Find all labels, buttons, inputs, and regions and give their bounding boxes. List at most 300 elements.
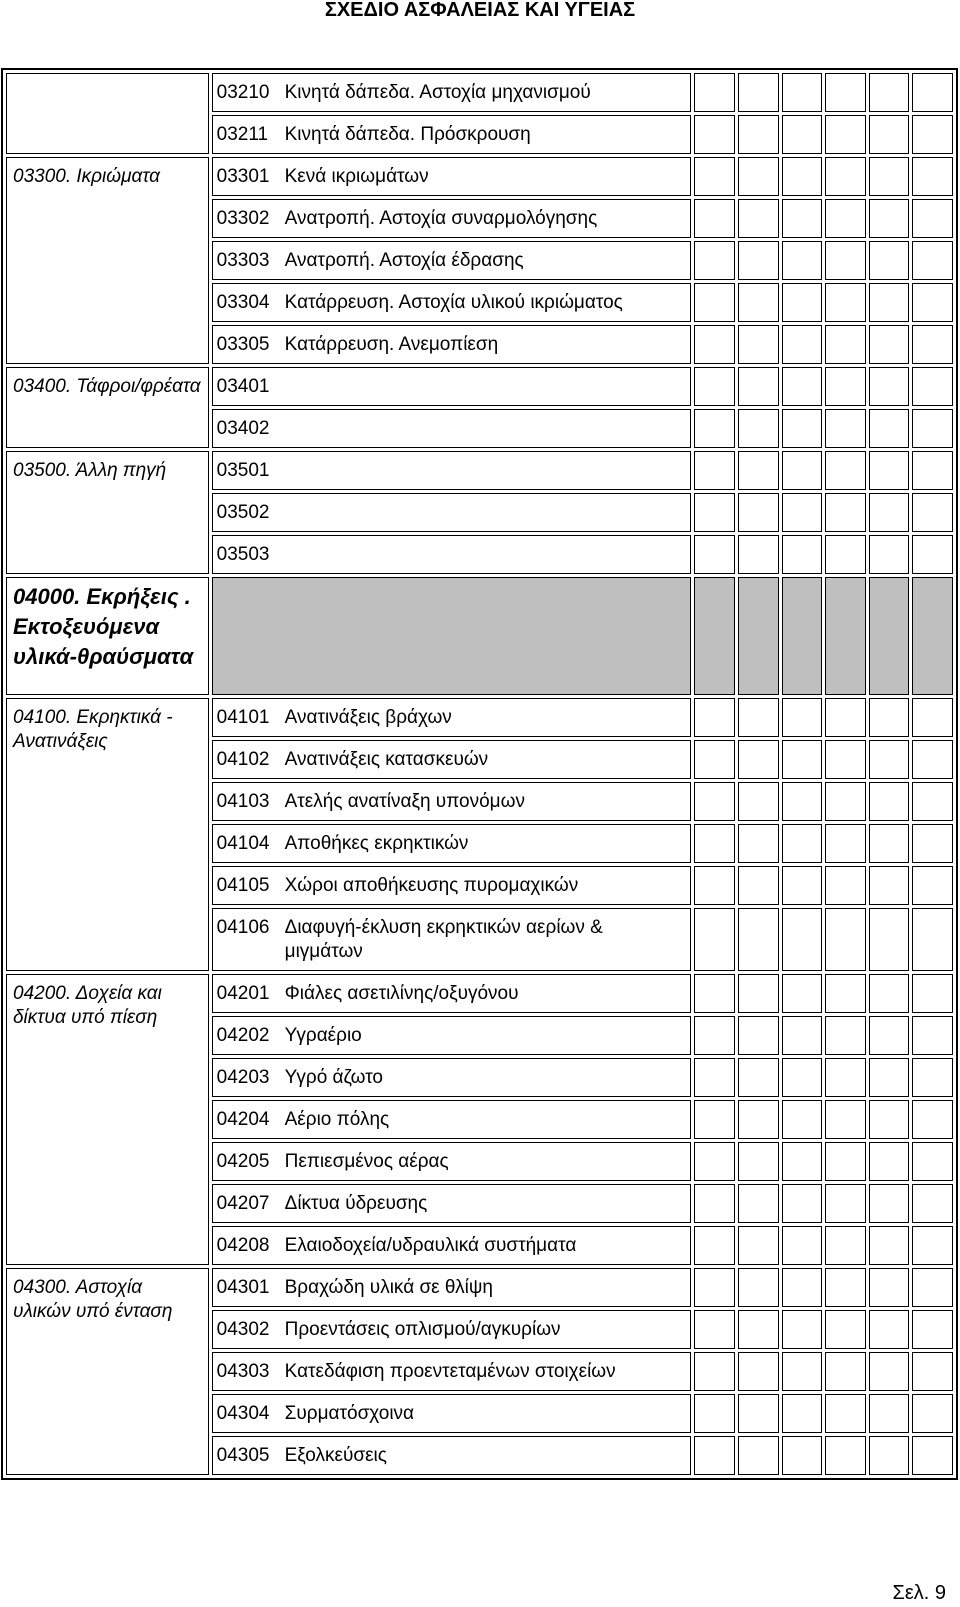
hazard-description: Ατελής ανατίναξη υπονόμων	[284, 791, 525, 812]
mark-cell	[694, 535, 736, 574]
hazard-description: Υγραέριο	[284, 1025, 362, 1046]
mark-cell	[912, 241, 953, 280]
mark-cell	[825, 409, 866, 448]
mark-cell	[869, 698, 910, 737]
category-cell	[6, 577, 209, 695]
mark-cell	[738, 1310, 779, 1349]
hazard-cell	[212, 698, 691, 737]
mark-cell	[694, 908, 736, 971]
table-row	[6, 451, 953, 490]
mark-cell	[825, 1100, 866, 1139]
mark-cell	[912, 1100, 953, 1139]
hazard-code: 04304	[216, 1403, 270, 1424]
mark-cell	[869, 740, 910, 779]
mark-cell	[912, 1352, 953, 1391]
mark-cell	[782, 740, 823, 779]
mark-cell	[825, 1226, 866, 1265]
hazard-description: Αέριο πόλης	[284, 1109, 390, 1130]
hazard-description: Κατεδάφιση προεντεταμένων στοιχείων	[284, 1361, 616, 1382]
hazard-code: 03502	[216, 502, 270, 523]
mark-cell	[738, 1016, 779, 1055]
hazard-code: 04101	[216, 707, 270, 728]
category-cell	[6, 451, 209, 574]
hazard-cell	[212, 283, 691, 322]
category-cell	[6, 698, 209, 971]
mark-cell	[782, 451, 823, 490]
mark-cell	[869, 577, 910, 695]
hazard-code: 03503	[216, 544, 270, 565]
mark-cell	[912, 283, 953, 322]
mark-cell	[912, 1016, 953, 1055]
mark-cell	[869, 1394, 910, 1433]
mark-cell	[869, 283, 910, 322]
hazard-cell	[212, 115, 691, 154]
hazard-description: Φιάλες ασετιλίνης/οξυγόνου	[284, 983, 519, 1004]
mark-cell	[782, 157, 823, 196]
mark-cell	[825, 1184, 866, 1223]
mark-cell	[825, 1310, 866, 1349]
mark-cell	[869, 1436, 910, 1475]
hazard-code: 04102	[216, 749, 270, 770]
mark-cell	[782, 1268, 823, 1307]
mark-cell	[694, 409, 736, 448]
mark-cell	[738, 1058, 779, 1097]
category-cell	[6, 73, 209, 154]
mark-cell	[782, 493, 823, 532]
mark-cell	[782, 698, 823, 737]
hazard-code: 04201	[216, 983, 270, 1004]
mark-cell	[869, 866, 910, 905]
mark-cell	[738, 409, 779, 448]
mark-cell	[825, 577, 866, 695]
mark-cell	[869, 1226, 910, 1265]
hazard-description	[285, 501, 686, 525]
hazard-cell	[212, 824, 691, 863]
mark-cell	[912, 1142, 953, 1181]
hazard-description: Συρματόσχοινα	[284, 1403, 415, 1424]
mark-cell	[694, 1058, 736, 1097]
mark-cell	[825, 73, 866, 112]
mark-cell	[912, 698, 953, 737]
mark-cell	[912, 493, 953, 532]
mark-cell	[869, 157, 910, 196]
mark-cell	[782, 367, 823, 406]
mark-cell	[912, 451, 953, 490]
hazard-code: 04303	[216, 1361, 270, 1382]
mark-cell	[825, 493, 866, 532]
hazard-cell	[212, 1100, 691, 1139]
mark-cell	[694, 493, 736, 532]
mark-cell	[782, 1310, 823, 1349]
mark-cell	[694, 115, 736, 154]
hazard-description: Ανατροπή. Αστοχία έδρασης	[284, 250, 524, 271]
hazard-code: 04204	[216, 1109, 270, 1130]
mark-cell	[869, 241, 910, 280]
hazard-cell	[212, 577, 691, 695]
mark-cell	[825, 535, 866, 574]
category-label: 03400. Τάφροι/φρέατα	[13, 376, 201, 397]
mark-cell	[782, 409, 823, 448]
table-row	[6, 974, 953, 1013]
mark-cell	[694, 1226, 736, 1265]
hazard-cell	[212, 866, 691, 905]
mark-cell	[912, 782, 953, 821]
mark-cell	[782, 283, 823, 322]
hazard-description: Χώροι αποθήκευσης πυρομαχικών	[284, 875, 579, 896]
hazard-cell	[212, 1394, 691, 1433]
mark-cell	[825, 1142, 866, 1181]
hazard-description: Κατάρρευση. Ανεμοπίεση	[284, 334, 499, 355]
mark-cell	[825, 782, 866, 821]
table-row	[6, 698, 953, 737]
mark-cell	[694, 577, 736, 695]
hazard-cell	[212, 908, 691, 971]
mark-cell	[782, 199, 823, 238]
category-label: 03500. Άλλη πηγή	[13, 460, 167, 481]
category-label: 04200. Δοχεία και δίκτυα υπό πίεση	[13, 983, 162, 1028]
mark-cell	[912, 409, 953, 448]
mark-cell	[694, 1016, 736, 1055]
hazard-description: Προεντάσεις οπλισμού/αγκυρίων	[284, 1319, 561, 1340]
category-label	[7, 74, 208, 88]
mark-cell	[782, 824, 823, 863]
hazard-cell	[212, 325, 691, 364]
mark-cell	[912, 1226, 953, 1265]
hazard-cell	[212, 367, 691, 406]
hazard-description: Εξολκεύσεις	[284, 1445, 387, 1466]
mark-cell	[738, 698, 779, 737]
mark-cell	[738, 1352, 779, 1391]
mark-cell	[869, 1352, 910, 1391]
table-row	[6, 73, 953, 112]
category-label: 04100. Εκρηκτικά - Ανατινάξεις	[13, 707, 173, 752]
hazard-table	[1, 68, 958, 1480]
mark-cell	[869, 409, 910, 448]
mark-cell	[912, 740, 953, 779]
hazard-cell	[212, 1352, 691, 1391]
mark-cell	[782, 535, 823, 574]
hazard-code: 04202	[216, 1025, 270, 1046]
hazard-cell	[212, 1310, 691, 1349]
mark-cell	[912, 577, 953, 695]
mark-cell	[869, 1058, 910, 1097]
hazard-code: 04106	[216, 917, 270, 938]
mark-cell	[738, 1394, 779, 1433]
hazard-code: 03305	[216, 334, 270, 355]
mark-cell	[825, 908, 866, 971]
mark-cell	[869, 451, 910, 490]
mark-cell	[912, 199, 953, 238]
mark-cell	[738, 283, 779, 322]
table-row	[6, 1268, 953, 1307]
mark-cell	[825, 367, 866, 406]
mark-cell	[869, 535, 910, 574]
hazard-description: Πεπιεσμένος αέρας	[284, 1151, 449, 1172]
hazard-code: 04205	[216, 1151, 270, 1172]
mark-cell	[869, 1142, 910, 1181]
mark-cell	[782, 782, 823, 821]
hazard-code: 04203	[216, 1067, 270, 1088]
mark-cell	[912, 1436, 953, 1475]
category-label: 04300. Αστοχία υλικών υπό ένταση	[13, 1277, 173, 1322]
category-cell	[6, 157, 209, 364]
hazard-cell	[212, 1016, 691, 1055]
hazard-cell	[212, 1436, 691, 1475]
hazard-description: Ανατινάξεις κατασκευών	[284, 749, 489, 770]
mark-cell	[912, 157, 953, 196]
mark-cell	[912, 1184, 953, 1223]
hazard-cell	[212, 1268, 691, 1307]
mark-cell	[738, 1142, 779, 1181]
mark-cell	[694, 698, 736, 737]
hazard-cell	[212, 974, 691, 1013]
mark-cell	[694, 283, 736, 322]
mark-cell	[738, 740, 779, 779]
mark-cell	[782, 1436, 823, 1475]
hazard-description: Βραχώδη υλικά σε θλίψη	[284, 1277, 493, 1298]
mark-cell	[912, 1058, 953, 1097]
hazard-code: 04105	[216, 875, 270, 896]
mark-cell	[738, 73, 779, 112]
mark-cell	[825, 451, 866, 490]
mark-cell	[694, 740, 736, 779]
mark-cell	[738, 866, 779, 905]
mark-cell	[782, 325, 823, 364]
mark-cell	[825, 1058, 866, 1097]
hazard-description: Ανατροπή. Αστοχία συναρμολόγησης	[284, 208, 598, 229]
hazard-description: Ελαιοδοχεία/υδραυλικά συστήματα	[284, 1235, 577, 1256]
hazard-code: 03402	[216, 418, 270, 439]
mark-cell	[912, 367, 953, 406]
mark-cell	[782, 1226, 823, 1265]
mark-cell	[738, 782, 779, 821]
hazard-description	[285, 375, 686, 399]
hazard-code: 03210	[216, 82, 270, 103]
mark-cell	[782, 1058, 823, 1097]
mark-cell	[782, 1352, 823, 1391]
hazard-code: 04207	[216, 1193, 270, 1214]
table-row	[6, 157, 953, 196]
mark-cell	[782, 115, 823, 154]
mark-cell	[912, 866, 953, 905]
mark-cell	[738, 974, 779, 1013]
hazard-cell	[212, 782, 691, 821]
mark-cell	[738, 908, 779, 971]
mark-cell	[825, 974, 866, 1013]
mark-cell	[738, 824, 779, 863]
mark-cell	[912, 73, 953, 112]
mark-cell	[738, 1100, 779, 1139]
mark-cell	[825, 824, 866, 863]
mark-cell	[694, 1268, 736, 1307]
hazard-code: 04301	[216, 1277, 270, 1298]
mark-cell	[694, 199, 736, 238]
mark-cell	[782, 974, 823, 1013]
hazard-description	[285, 459, 686, 483]
hazard-cell	[212, 157, 691, 196]
mark-cell	[825, 1436, 866, 1475]
mark-cell	[694, 1436, 736, 1475]
mark-cell	[738, 367, 779, 406]
mark-cell	[738, 1436, 779, 1475]
category-cell	[6, 367, 209, 448]
mark-cell	[869, 908, 910, 971]
mark-cell	[869, 974, 910, 1013]
hazard-cell	[212, 535, 691, 574]
hazard-code: 03401	[216, 376, 270, 397]
category-cell	[6, 1268, 209, 1475]
mark-cell	[825, 866, 866, 905]
mark-cell	[738, 535, 779, 574]
mark-cell	[825, 241, 866, 280]
hazard-code: 04302	[216, 1319, 270, 1340]
mark-cell	[869, 782, 910, 821]
hazard-description	[285, 543, 686, 567]
hazard-description: Κενά ικριωμάτων	[284, 166, 429, 187]
mark-cell	[912, 115, 953, 154]
hazard-description: Δίκτυα ύδρευσης	[284, 1193, 428, 1214]
hazard-code: 04103	[216, 791, 270, 812]
mark-cell	[694, 73, 736, 112]
hazard-code: 03501	[216, 460, 270, 481]
mark-cell	[782, 577, 823, 695]
mark-cell	[738, 157, 779, 196]
mark-cell	[782, 1100, 823, 1139]
mark-cell	[869, 824, 910, 863]
hazard-description: Υγρό άζωτο	[284, 1067, 384, 1088]
hazard-cell	[212, 1142, 691, 1181]
hazard-cell	[212, 740, 691, 779]
mark-cell	[782, 908, 823, 971]
mark-cell	[738, 1184, 779, 1223]
mark-cell	[869, 73, 910, 112]
hazard-cell	[212, 241, 691, 280]
hazard-description: Κινητά δάπεδα. Αστοχία μηχανισμού	[284, 82, 591, 103]
mark-cell	[869, 1268, 910, 1307]
mark-cell	[694, 824, 736, 863]
page-header: ΣΧΕΔΙΟ ΑΣΦΑΛΕΙΑΣ ΚΑΙ ΥΓΕΙΑΣ	[324, 0, 636, 21]
mark-cell	[825, 1016, 866, 1055]
mark-cell	[825, 283, 866, 322]
mark-cell	[694, 1394, 736, 1433]
mark-cell	[869, 493, 910, 532]
mark-cell	[782, 241, 823, 280]
mark-cell	[912, 1310, 953, 1349]
mark-cell	[825, 1268, 866, 1307]
hazard-cell	[212, 1184, 691, 1223]
mark-cell	[782, 1142, 823, 1181]
hazard-cell	[212, 1058, 691, 1097]
hazard-description: Κινητά δάπεδα. Πρόσκρουση	[284, 124, 531, 145]
mark-cell	[782, 1394, 823, 1433]
mark-cell	[738, 199, 779, 238]
mark-cell	[694, 157, 736, 196]
mark-cell	[738, 1226, 779, 1265]
mark-cell	[869, 1184, 910, 1223]
page-number: Σελ. 9	[892, 1582, 946, 1604]
mark-cell	[782, 1184, 823, 1223]
mark-cell	[694, 1142, 736, 1181]
hazard-description: Ανατινάξεις βράχων	[284, 707, 452, 728]
hazard-code: 03211	[216, 124, 269, 145]
hazard-cell	[212, 1226, 691, 1265]
mark-cell	[869, 115, 910, 154]
mark-cell	[782, 1016, 823, 1055]
mark-cell	[825, 199, 866, 238]
hazard-cell	[212, 451, 691, 490]
mark-cell	[825, 1352, 866, 1391]
mark-cell	[694, 367, 736, 406]
mark-cell	[825, 740, 866, 779]
hazard-code: 04104	[216, 833, 270, 854]
mark-cell	[825, 1394, 866, 1433]
hazard-description	[285, 417, 686, 441]
hazard-cell	[212, 199, 691, 238]
mark-cell	[869, 325, 910, 364]
mark-cell	[738, 115, 779, 154]
mark-cell	[912, 824, 953, 863]
hazard-code: 04305	[216, 1445, 270, 1466]
mark-cell	[738, 241, 779, 280]
hazard-description: Διαφυγή-έκλυση εκρηκτικών αερίων & μιγμάτων	[284, 917, 603, 962]
mark-cell	[694, 1352, 736, 1391]
hazard-cell	[212, 409, 691, 448]
hazard-cell	[212, 493, 691, 532]
mark-cell	[694, 1184, 736, 1223]
category-cell	[6, 974, 209, 1265]
mark-cell	[912, 974, 953, 1013]
mark-cell	[738, 1268, 779, 1307]
mark-cell	[694, 866, 736, 905]
category-row	[6, 577, 953, 695]
mark-cell	[869, 199, 910, 238]
table-row	[6, 367, 953, 406]
mark-cell	[694, 451, 736, 490]
hazard-code: 04208	[216, 1235, 270, 1256]
hazard-cell	[212, 73, 691, 112]
hazard-code: 03302	[216, 208, 270, 229]
hazard-description: Αποθήκες εκρηκτικών	[284, 833, 469, 854]
mark-cell	[825, 698, 866, 737]
hazard-code: 03304	[216, 292, 270, 313]
mark-cell	[869, 1310, 910, 1349]
hazard-code: 03301	[216, 166, 270, 187]
mark-cell	[694, 1100, 736, 1139]
mark-cell	[694, 325, 736, 364]
mark-cell	[825, 325, 866, 364]
mark-cell	[782, 73, 823, 112]
mark-cell	[782, 866, 823, 905]
mark-cell	[912, 908, 953, 971]
mark-cell	[694, 1310, 736, 1349]
mark-cell	[694, 241, 736, 280]
category-label: 03300. Ικριώματα	[13, 166, 160, 187]
mark-cell	[738, 451, 779, 490]
mark-cell	[825, 115, 866, 154]
mark-cell	[825, 157, 866, 196]
mark-cell	[738, 493, 779, 532]
mark-cell	[912, 325, 953, 364]
mark-cell	[912, 1268, 953, 1307]
mark-cell	[738, 325, 779, 364]
mark-cell	[694, 782, 736, 821]
mark-cell	[738, 577, 779, 695]
mark-cell	[912, 1394, 953, 1433]
mark-cell	[869, 1100, 910, 1139]
mark-cell	[694, 974, 736, 1013]
hazard-code: 03303	[216, 250, 270, 271]
mark-cell	[912, 535, 953, 574]
